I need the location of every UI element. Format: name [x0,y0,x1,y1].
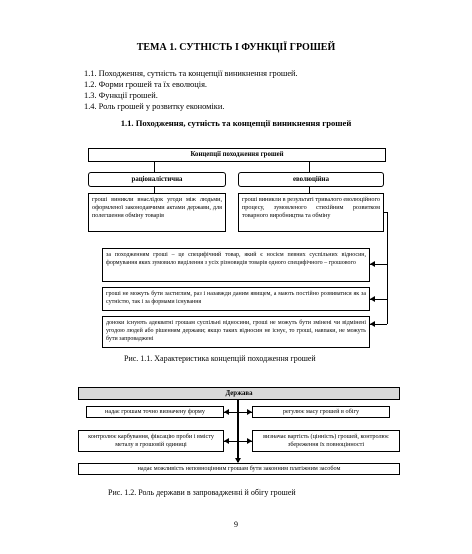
evolution-item: за походженням гроші – це специфічний товар, який є носієм певних суспільних відносин, формування яких зумовило виділення з усіх різновидів товарів одного специфічного – грошового [102,248,370,282]
arrow-head [370,261,375,267]
rationalist-text: гроші виникли внаслідок угоди між людьми, оформленої законодавчими актами держави, для полегшення обміну товарів [88,193,226,232]
arrow-head [224,409,229,415]
state-box: Держава [78,387,400,400]
concepts-box: Концепції походження грошей [88,148,386,162]
arrow-head [224,438,229,444]
arrow-head [370,321,375,327]
toc-item: 1.1. Походження, сутність та концепції виникнення грошей. [84,69,298,78]
toc-item: 1.2. Форми грошей та їх еволюція. [84,80,208,89]
evolution-item: гроші не можуть бути застиглим, раз і назавжди даним явищем, а мають постійно розвиватися як за сутністю, так і за формами існування [102,287,370,311]
arrow-head [370,296,375,302]
state-role-form: надає грошам точно визначену форму [86,406,224,418]
evolutionary-text: гроші виникли в результаті тривалого еволюційного процесу, зумовленого стихійним розвитком товарного виробництва та обміну [238,193,384,232]
figure-2-caption: Рис. 1.2. Роль держави в запровадженні й обігу грошей [108,488,296,497]
toc-item: 1.3. Функції грошей. [84,91,158,100]
state-role-legal-tender: надає можливість неповноцінним грошам бути законним платіжним засобом [78,463,400,475]
arrow-head [247,409,252,415]
connector [154,162,155,172]
figure-1-caption: Рис. 1.1. Характеристика концепцій походження грошей [124,354,316,363]
page-number: 9 [234,520,238,529]
state-role-mass: регулює масу грошей в обігу [252,406,390,418]
toc-item: 1.4. Роль грошей у розвитку економіки. [84,102,225,111]
evolution-item: доноки існують адекватні грошам суспільні відносини, гроші не можуть бути змінені чи відмінені угодою людей або рішенням держави; якщо таких відносин не існує, то гроші, навпаки, не можуть бути запроваджені [102,316,370,348]
rationalist-head: раціоналістична [88,172,226,187]
connector [309,162,310,172]
evolutionary-head: еволюційна [238,172,384,187]
connector [237,400,239,462]
section-heading: 1.1. Походження, сутність та концепції виникнення грошей [120,118,352,128]
state-role-control: контролює карбування, фіксацію проби і вмісту металу в грошовій одиниці [78,430,224,452]
connector [387,212,388,324]
arrow-head [247,438,252,444]
page-title: ТЕМА 1. СУТНІСТЬ І ФУНКЦІЇ ГРОШЕЙ [136,42,336,53]
state-role-value: визначає вартість (цінність) грошей, контролює збереження їх повноцінності [252,430,400,452]
